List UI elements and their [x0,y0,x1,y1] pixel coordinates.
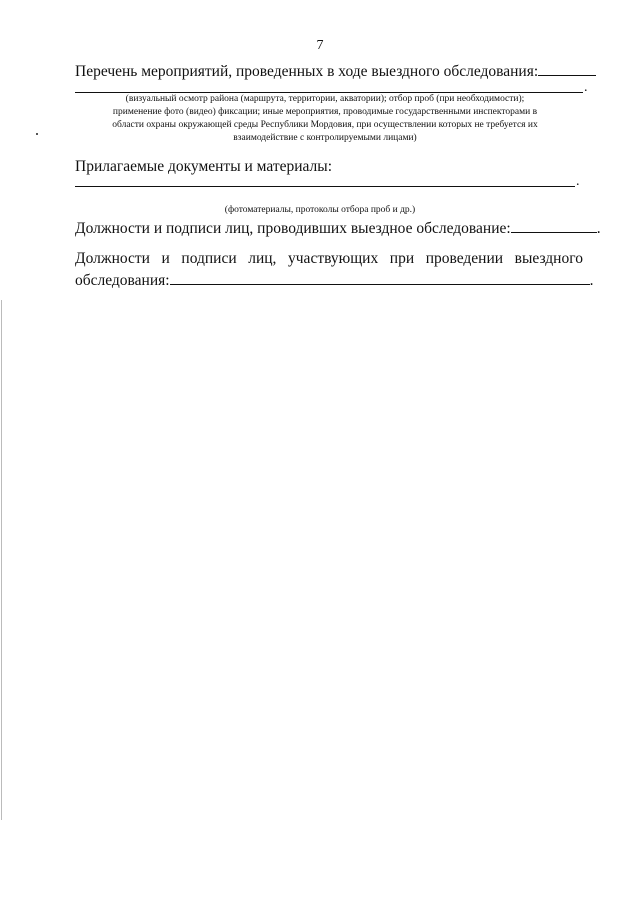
participants-word: проведении [425,250,504,267]
participants-word: подписи [181,250,237,267]
documents-hint: (фотоматериалы, протоколы отбора проб и др.) [224,205,416,215]
activities-label-row [75,60,596,81]
participants-label-row2 [75,269,593,290]
page-number: 7 [316,38,324,53]
activities-hint-line: применение фото (видео) фиксации; иные мероприятия, проводимые государственными инспекторами в [112,107,538,117]
activities-end-punct: . [584,80,588,95]
participants-label-line1 [75,250,583,268]
activities-hint-line: взаимодействие с контролируемыми лицами) [233,133,417,143]
conducted-label-row [75,217,601,238]
scan-speck [36,133,38,135]
activities-hint-line: области охраны окружающей среды Республики Мордовия, при осуществлении которых не требуется их [112,120,538,130]
participants-word: лиц, [248,250,277,267]
participants-word: участвующих [288,250,379,267]
participants-word: выездного [514,250,583,267]
conducted-label: Должности и подписи лиц, проводивших выездное обследование: [75,220,511,237]
participants-word: при [389,250,415,267]
documents-end-punct: . [576,174,580,189]
participants-word: Должности [75,250,150,267]
participants-end-punct: . [589,272,594,289]
participants-label-line2: обследования: [75,272,170,289]
activities-label: Перечень мероприятий, проведенных в ходе выездного обследования: [75,63,539,80]
activities-hint-line: (визуальный осмотр района (маршрута, территории, акватории); отбор проб (при необходимости); [125,94,525,104]
participants-word: и [161,250,170,267]
scan-edge-line [1,300,2,820]
conducted-end-punct: . [596,220,601,237]
conducted-blank-inline[interactable] [511,217,597,233]
activities-blank-inline[interactable] [538,60,596,76]
documents-label: Прилагаемые документы и материалы: [75,158,333,175]
documents-blank-line[interactable] [75,186,575,187]
participants-blank-inline[interactable] [170,269,590,285]
activities-hint [60,93,590,145]
